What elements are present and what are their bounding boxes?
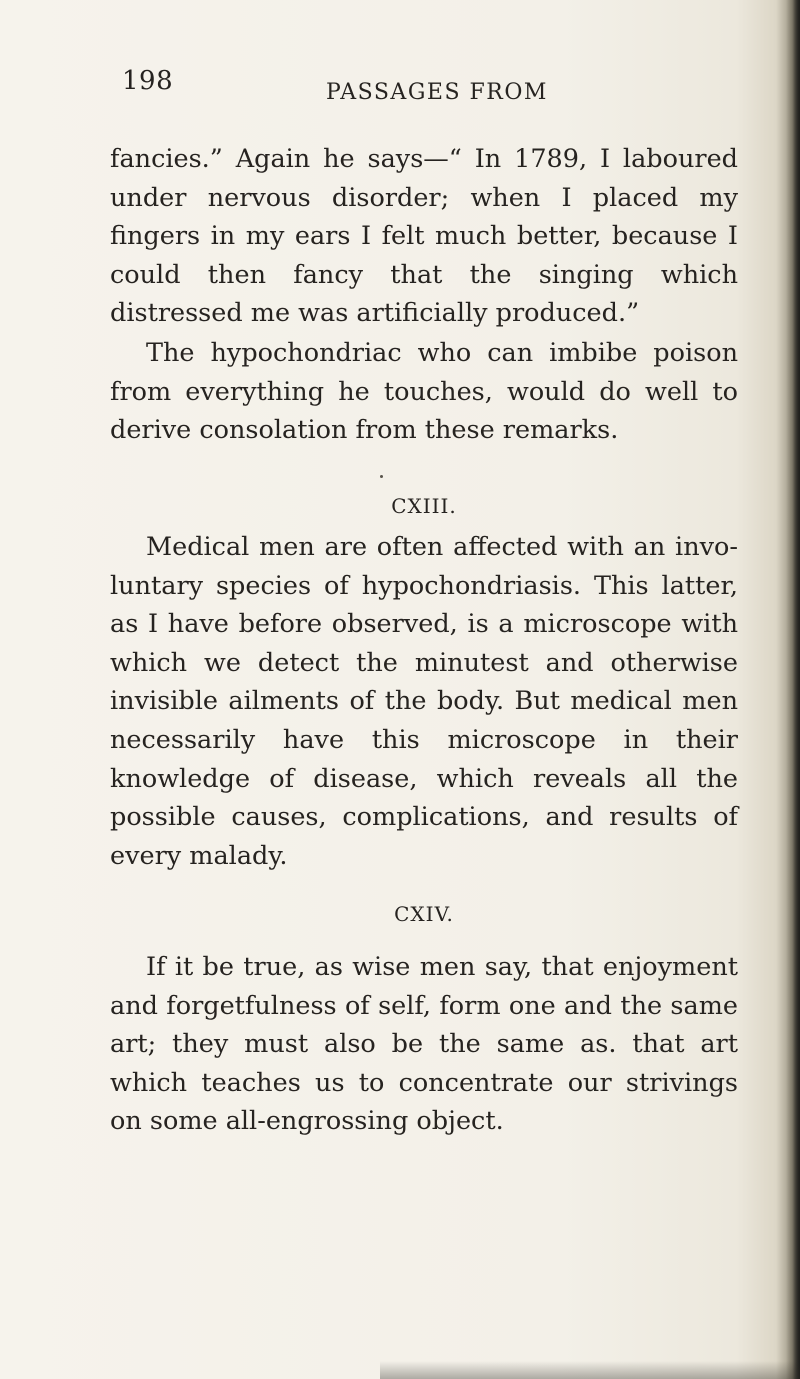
paragraph-enjoyment: If it be true, as wise men say, that enjoyment and forgetfulness of self, form one and the same art; they must also be the same as. that art which teaches us to concentrate our strivings on some all-engrossing object. — [110, 952, 738, 1137]
page-bottom-shadow — [380, 1361, 800, 1379]
page-edge-shadow — [786, 0, 800, 1379]
print-speck — [380, 475, 383, 478]
running-head — [110, 66, 738, 106]
section-number-cxiii: CXIII. — [391, 494, 457, 518]
paragraph-quote-continuation: fancies.” Again he says—“ In 1789, I laboured under nervous disorder; when I placed my fingers in my ears I felt much better, because I could then fancy that the singing which distressed me was artificially produced.” — [110, 144, 738, 329]
page-number: 198 — [122, 66, 174, 96]
paragraph-medical-men: Medical men are often affected with an invo- luntary species of hypochondriasis. This latter, as I have before observed, is a microscope with which we detect the minutest and otherwise invisible ailments of the body. But medical men necessarily have this microscope in their knowledge of disease, which reveals all the possible causes, complications, and results of every malady. — [110, 532, 738, 871]
running-title: PASSAGES FROM — [326, 80, 548, 105]
section-number-cxiv: CXIV. — [394, 902, 454, 926]
paragraph-hypochondriac: The hypochondriac who can imbibe poison from everything he touches, would do well to derive consolation from these remarks. — [110, 338, 738, 446]
